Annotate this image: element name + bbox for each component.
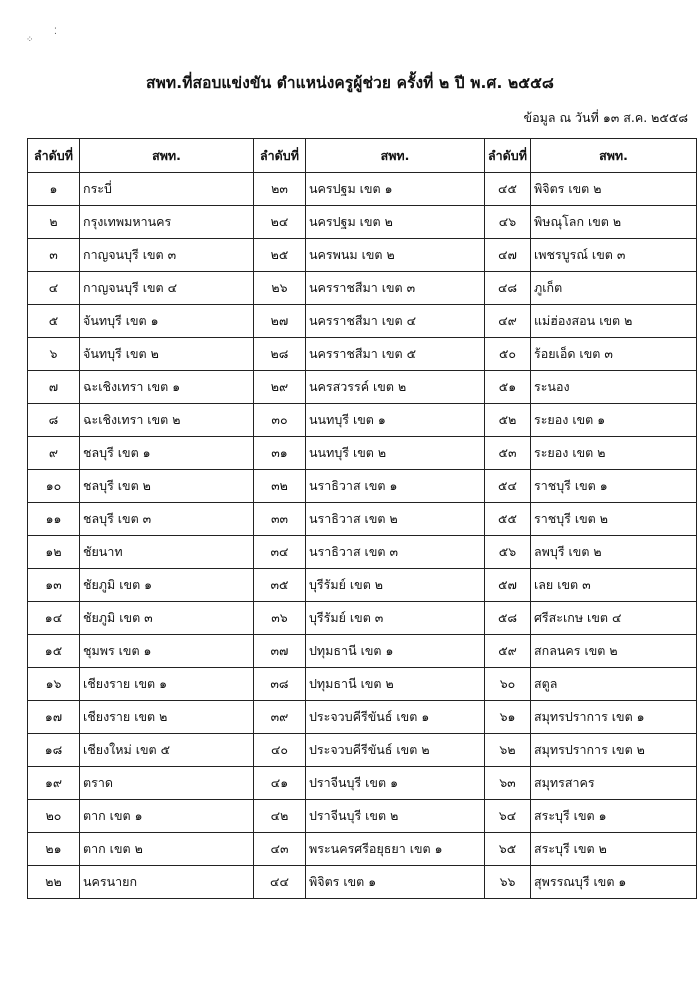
exam-area-table (27, 138, 697, 899)
header-no-2: ลำดับที่ (254, 139, 306, 173)
area-name: นราธิวาส เขต ๓ (306, 536, 485, 569)
area-name: นครสวรรค์ เขต ๒ (306, 371, 485, 404)
row-number: ๑๐ (28, 470, 80, 503)
row-number: ๖๕ (485, 833, 531, 866)
area-name: กาญจนบุรี เขต ๔ (80, 272, 254, 305)
row-number: ๕๑ (485, 371, 531, 404)
area-name: นราธิวาส เขต ๑ (306, 470, 485, 503)
area-name: จันทบุรี เขต ๑ (80, 305, 254, 338)
area-name: สระบุรี เขต ๑ (531, 800, 697, 833)
row-number: ๑๕ (28, 635, 80, 668)
row-number: ๑๓ (28, 569, 80, 602)
row-number: ๑๙ (28, 767, 80, 800)
row-number: ๖ (28, 338, 80, 371)
area-name: กรุงเทพมหานคร (80, 206, 254, 239)
row-number: ๔๖ (485, 206, 531, 239)
row-number: ๓๐ (254, 404, 306, 437)
row-number: ๓๔ (254, 536, 306, 569)
area-name: ชลบุรี เขต ๑ (80, 437, 254, 470)
table-row (28, 470, 697, 503)
row-number: ๓๘ (254, 668, 306, 701)
row-number: ๗ (28, 371, 80, 404)
header-no-3: ลำดับที่ (485, 139, 531, 173)
area-name: กาญจนบุรี เขต ๓ (80, 239, 254, 272)
table-row (28, 206, 697, 239)
area-name: สมุทรปราการ เขต ๑ (531, 701, 697, 734)
area-name: ปทุมธานี เขต ๑ (306, 635, 485, 668)
row-number: ๖๔ (485, 800, 531, 833)
area-name: เชียงใหม่ เขต ๕ (80, 734, 254, 767)
area-name: นราธิวาส เขต ๒ (306, 503, 485, 536)
area-name: ราชบุรี เขต ๒ (531, 503, 697, 536)
table-row (28, 338, 697, 371)
table-row (28, 173, 697, 206)
area-name: สกลนคร เขต ๒ (531, 635, 697, 668)
row-number: ๓ (28, 239, 80, 272)
row-number: ๑๑ (28, 503, 80, 536)
area-name: จันทบุรี เขต ๒ (80, 338, 254, 371)
row-number: ๓๑ (254, 437, 306, 470)
area-name: ระนอง (531, 371, 697, 404)
area-name: ศรีสะเกษ เขต ๔ (531, 602, 697, 635)
area-name: นนทบุรี เขต ๑ (306, 404, 485, 437)
row-number: ๓๓ (254, 503, 306, 536)
row-number: ๔๗ (485, 239, 531, 272)
area-name: เชียงราย เขต ๒ (80, 701, 254, 734)
row-number: ๑๗ (28, 701, 80, 734)
row-number: ๓๖ (254, 602, 306, 635)
area-name: สระบุรี เขต ๒ (531, 833, 697, 866)
table-row (28, 305, 697, 338)
row-number: ๕๗ (485, 569, 531, 602)
table-row (28, 833, 697, 866)
area-name: ระยอง เขต ๑ (531, 404, 697, 437)
row-number: ๕๐ (485, 338, 531, 371)
area-name: นครพนม เขต ๒ (306, 239, 485, 272)
row-number: ๒๔ (254, 206, 306, 239)
table-row (28, 272, 697, 305)
header-name-3: สพท. (531, 139, 697, 173)
row-number: ๓๕ (254, 569, 306, 602)
row-number: ๒ (28, 206, 80, 239)
scan-speck: ⁚ (54, 27, 57, 37)
row-number: ๓๗ (254, 635, 306, 668)
area-name: บุรีรัมย์ เขต ๒ (306, 569, 485, 602)
table-row (28, 602, 697, 635)
area-name: เลย เขต ๓ (531, 569, 697, 602)
area-name: ประจวบคีรีขันธ์ เขต ๒ (306, 734, 485, 767)
area-name: นนทบุรี เขต ๒ (306, 437, 485, 470)
row-number: ๖๐ (485, 668, 531, 701)
row-number: ๒๑ (28, 833, 80, 866)
row-number: ๕๒ (485, 404, 531, 437)
row-number: ๒๙ (254, 371, 306, 404)
table-row (28, 734, 697, 767)
row-number: ๒๒ (28, 866, 80, 899)
row-number: ๒๓ (254, 173, 306, 206)
row-number: ๒๖ (254, 272, 306, 305)
row-number: ๔๐ (254, 734, 306, 767)
row-number: ๕ (28, 305, 80, 338)
area-name: เชียงราย เขต ๑ (80, 668, 254, 701)
row-number: ๕๓ (485, 437, 531, 470)
row-number: ๑๖ (28, 668, 80, 701)
area-name: พิษณุโลก เขต ๒ (531, 206, 697, 239)
table-row (28, 701, 697, 734)
row-number: ๑๔ (28, 602, 80, 635)
table-header-row (28, 139, 697, 173)
table-row (28, 536, 697, 569)
row-number: ๒๗ (254, 305, 306, 338)
row-number: ๕๖ (485, 536, 531, 569)
row-number: ๕๘ (485, 602, 531, 635)
area-name: นครปฐม เขต ๑ (306, 173, 485, 206)
area-name: ตาก เขต ๒ (80, 833, 254, 866)
area-name: นครปฐม เขต ๒ (306, 206, 485, 239)
area-name: ปทุมธานี เขต ๒ (306, 668, 485, 701)
area-name: ลพบุรี เขต ๒ (531, 536, 697, 569)
area-name: ฉะเชิงเทรา เขต ๑ (80, 371, 254, 404)
row-number: ๔ (28, 272, 80, 305)
table-row (28, 668, 697, 701)
area-name: สมุทรปราการ เขต ๒ (531, 734, 697, 767)
row-number: ๔๓ (254, 833, 306, 866)
row-number: ๑ (28, 173, 80, 206)
row-number: ๕๔ (485, 470, 531, 503)
area-name: ราชบุรี เขต ๑ (531, 470, 697, 503)
date-note: ข้อมูล ณ วันที่ ๑๓ ส.ค. ๒๕๕๘ (523, 110, 688, 125)
row-number: ๓๒ (254, 470, 306, 503)
table-body (28, 173, 697, 899)
area-name: ภูเก็ต (531, 272, 697, 305)
area-name: สตูล (531, 668, 697, 701)
area-name: พิจิตร เขต ๒ (531, 173, 697, 206)
area-name: นครราชสีมา เขต ๔ (306, 305, 485, 338)
row-number: ๕๙ (485, 635, 531, 668)
table-row (28, 635, 697, 668)
area-name: ชุมพร เขต ๑ (80, 635, 254, 668)
area-name: ตาก เขต ๑ (80, 800, 254, 833)
row-number: ๖๒ (485, 734, 531, 767)
area-name: เพชรบูรณ์ เขต ๓ (531, 239, 697, 272)
row-number: ๖๑ (485, 701, 531, 734)
table-row (28, 404, 697, 437)
area-name: ชลบุรี เขต ๓ (80, 503, 254, 536)
area-name: นครราชสีมา เขต ๕ (306, 338, 485, 371)
row-number: ๖๓ (485, 767, 531, 800)
area-name: กระบี่ (80, 173, 254, 206)
header-name-2: สพท. (306, 139, 485, 173)
area-name: ชลบุรี เขต ๒ (80, 470, 254, 503)
row-number: ๔๔ (254, 866, 306, 899)
table-row (28, 437, 697, 470)
area-name: ปราจีนบุรี เขต ๑ (306, 767, 485, 800)
area-name: นครราชสีมา เขต ๓ (306, 272, 485, 305)
row-number: ๙ (28, 437, 80, 470)
row-number: ๘ (28, 404, 80, 437)
row-number: ๒๘ (254, 338, 306, 371)
area-name: ชัยภูมิ เขต ๑ (80, 569, 254, 602)
row-number: ๔๙ (485, 305, 531, 338)
area-name: นครนายก (80, 866, 254, 899)
row-number: ๕๕ (485, 503, 531, 536)
table-row (28, 503, 697, 536)
area-name: ประจวบคีรีขันธ์ เขต ๑ (306, 701, 485, 734)
table-row (28, 569, 697, 602)
row-number: ๔๒ (254, 800, 306, 833)
row-number: ๖๖ (485, 866, 531, 899)
row-number: ๑๒ (28, 536, 80, 569)
row-number: ๔๑ (254, 767, 306, 800)
page-title: สพท.ที่สอบแข่งขัน ตำแหน่งครูผู้ช่วย ครั้งที่ ๒ ปี พ.ศ. ๒๕๕๘ (146, 74, 554, 92)
row-number: ๑๘ (28, 734, 80, 767)
scan-speck: ⁘ (26, 35, 34, 45)
area-name: พิจิตร เขต ๑ (306, 866, 485, 899)
row-number: ๓๙ (254, 701, 306, 734)
header-name-1: สพท. (80, 139, 254, 173)
row-number: ๔๕ (485, 173, 531, 206)
table-row (28, 767, 697, 800)
table-row (28, 800, 697, 833)
area-name: ตราด (80, 767, 254, 800)
row-number: ๒๐ (28, 800, 80, 833)
area-name: ร้อยเอ็ด เขต ๓ (531, 338, 697, 371)
area-name: สุพรรณบุรี เขต ๑ (531, 866, 697, 899)
row-number: ๔๘ (485, 272, 531, 305)
table-row (28, 371, 697, 404)
area-name: บุรีรัมย์ เขต ๓ (306, 602, 485, 635)
area-name: ชัยภูมิ เขต ๓ (80, 602, 254, 635)
area-name: สมุทรสาคร (531, 767, 697, 800)
area-name: ระยอง เขต ๒ (531, 437, 697, 470)
area-name: ปราจีนบุรี เขต ๒ (306, 800, 485, 833)
area-name: พระนครศรีอยุธยา เขต ๑ (306, 833, 485, 866)
area-name: แม่ฮ่องสอน เขต ๒ (531, 305, 697, 338)
row-number: ๒๕ (254, 239, 306, 272)
header-no-1: ลำดับที่ (28, 139, 80, 173)
table-row (28, 866, 697, 899)
table-row (28, 239, 697, 272)
area-name: ชัยนาท (80, 536, 254, 569)
area-name: ฉะเชิงเทรา เขต ๒ (80, 404, 254, 437)
